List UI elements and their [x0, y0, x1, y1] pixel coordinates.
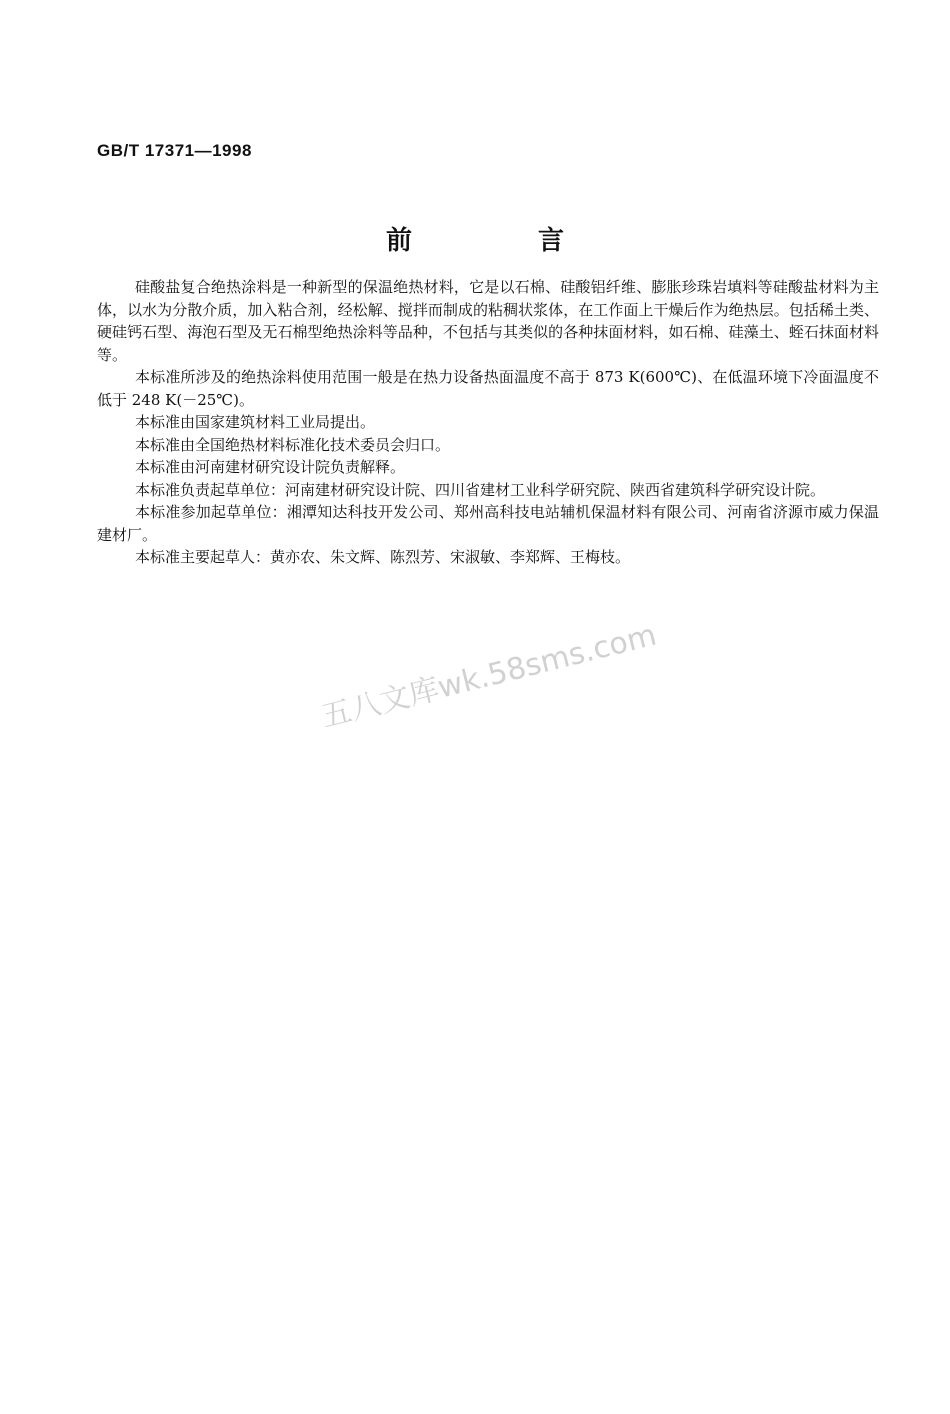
- page-title: 前 言: [385, 226, 614, 256]
- paragraph-centralized-by: 本标准由全国绝热材料标准化技术委员会归口。: [135, 435, 451, 454]
- paragraph-lead-drafters: 本标准负责起草单位：河南建材研究设计院、四川省建材工业科学研究院、陕西省建筑科学研究设计院。: [135, 480, 826, 499]
- standard-code: GB/T 17371—1998: [97, 141, 252, 160]
- paragraph-main-authors: 本标准主要起草人：黄亦农、朱文辉、陈烈芳、宋淑敏、李郑辉、王梅枝。: [135, 548, 631, 566]
- paragraph-temperature-range: 本标准所涉及的绝热涂料使用范围一般是在热力设备热面温度不高于 873 K(600℃)、在低温环境下冷面温度不低于 248 K(－25℃)。: [97, 368, 879, 409]
- paragraph-scope: 硅酸盐复合绝热涂料是一种新型的保温绝热材料，它是以石棉、硅酸铝纤维、膨胀珍珠岩填料等硅酸盐材料为主体，以水为分散介质，加入粘合剂，经松解、搅拌而制成的粘稠状浆体，在工作面上干燥后作为绝热层。包括稀土类、硬硅钙石型、海泡石型及无石棉型绝热涂料等品种，不包括与其类似的各种抹面材料，如石棉、硅藻土、蛭石抹面材料等。: [97, 278, 879, 364]
- watermark: 五八文库wk.58sms.com: [317, 617, 660, 735]
- paragraph-participating-drafters: 本标准参加起草单位：湘潭知达科技开发公司、郑州高科技电站辅机保温材料有限公司、河南省济源市威力保温建材厂。: [97, 503, 879, 544]
- paragraph-interpreter: 本标准由河南建材研究设计院负责解释。: [135, 458, 406, 476]
- paragraph-proposer: 本标准由国家建筑材料工业局提出。: [135, 413, 376, 431]
- foreword-body: [97, 276, 879, 569]
